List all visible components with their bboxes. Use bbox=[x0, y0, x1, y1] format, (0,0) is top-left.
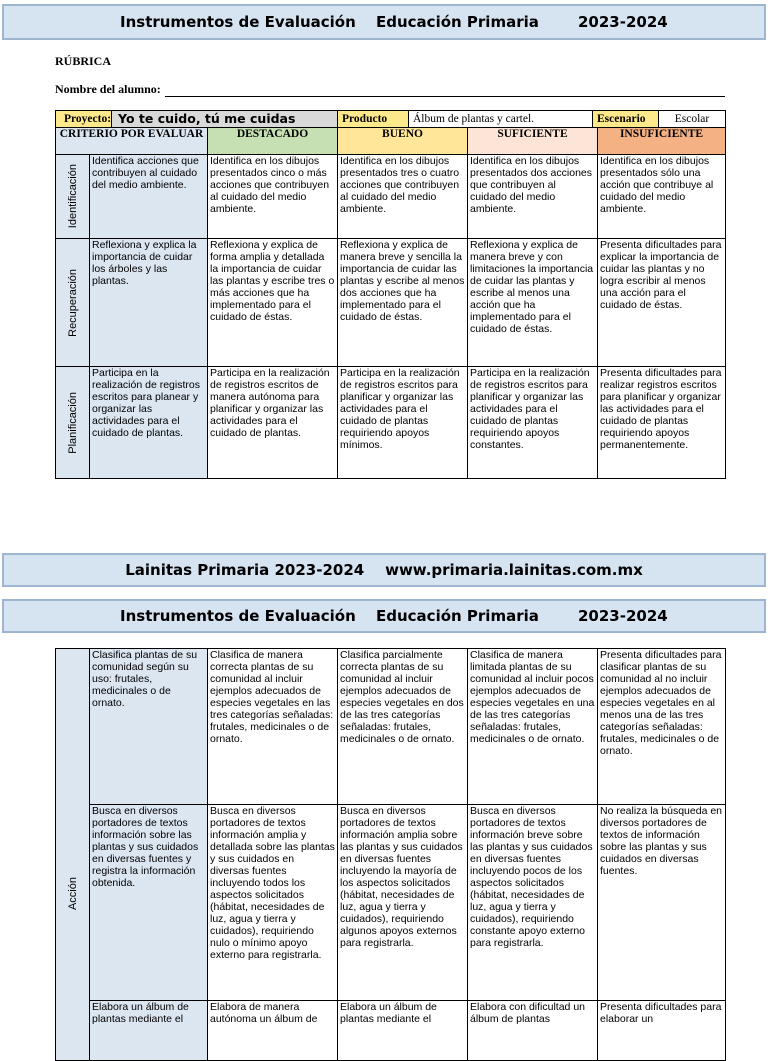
header-banner-page2 bbox=[2, 599, 766, 633]
student-name-blank[interactable] bbox=[165, 85, 725, 97]
destacado-cell: Busca en diversos portadores de textos información amplia y detallada sobre las plantas y sus cuidados en diversas fuentes incluyendo todos los aspectos solicitados (hábitat, necesidades de luz, agua y tierra y cuidados), requiriendo nulo o mínimo apoyo externo para registrarla. bbox=[208, 805, 338, 1001]
banner-year: 2023-2024 bbox=[578, 13, 668, 31]
suficiente-cell: Elabora con dificultad un álbum de plantas bbox=[468, 1001, 598, 1061]
phase-label: Planificación bbox=[56, 367, 90, 479]
bueno-cell: Elabora un álbum de plantas mediante el bbox=[338, 1001, 468, 1061]
table-row bbox=[56, 155, 726, 239]
insuficiente-cell: Presenta dificultades para explicar la importancia de cuidar las plantas y no logra escribir al menos una acción para el cuidado de éstas. bbox=[598, 239, 726, 367]
banner-title: Instrumentos de Evaluación bbox=[120, 13, 356, 31]
destacado-cell: Identifica en los dibujos presentados cinco o más acciones que contribuyen al cuidado del medio ambiente. bbox=[208, 155, 338, 239]
phase-label: Identificación bbox=[56, 155, 90, 239]
bueno-cell: Clasifica parcialmente correcta plantas de su comunidad al incluir ejemplos adecuados de especies vegetales en dos de las tres categorías señaladas: frutales, medicinales o de ornato. bbox=[338, 649, 468, 805]
scenario-label: Escenario bbox=[592, 111, 658, 127]
destacado-cell: Participa en la realización de registros escritos de manera autónoma para planificar y organizar las actividades para el cuidado de plantas. bbox=[208, 367, 338, 479]
bueno-cell: Participa en la realización de registros escritos para planificar y organizar las actividades para el cuidado de plantas requiriendo apoyos mínimos. bbox=[338, 367, 468, 479]
project-label: Proyecto: bbox=[64, 113, 112, 125]
insuficiente-cell: Presenta dificultades para clasificar plantas de su comunidad al no incluir ejemplos adecuados de especies vegetales en al menos una de las tres categorías señaladas: frutales, medicinales o de ornato. bbox=[598, 649, 726, 805]
product-value: Álbum de plantas y cartel. bbox=[408, 111, 592, 127]
insuficiente-cell: Presenta dificultades para elaborar un bbox=[598, 1001, 726, 1061]
banner-subject: Educación Primaria bbox=[376, 607, 539, 625]
insuficiente-cell: Identifica en los dibujos presentados sólo una acción que contribuye al cuidado del medio ambiente. bbox=[598, 155, 726, 239]
banner-title: Instrumentos de Evaluación bbox=[120, 607, 356, 625]
student-name-line bbox=[55, 82, 725, 97]
suficiente-cell: Identifica en los dibujos presentados dos acciones que contribuyen al cuidado del medio ambiente. bbox=[468, 155, 598, 239]
destacado-cell: Reflexiona y explica de forma amplia y detallada la importancia de cuidar las plantas y escribe tres o más acciones que ha implementado para el cuidado de éstas. bbox=[208, 239, 338, 367]
table-row bbox=[56, 1001, 726, 1061]
level-suficiente: SUFICIENTE bbox=[468, 128, 598, 155]
product-label: Producto bbox=[338, 111, 408, 127]
destacado-cell: Elabora de manera autónoma un álbum de bbox=[208, 1001, 338, 1061]
scenario-value: Escolar bbox=[658, 111, 725, 127]
rubric-table bbox=[55, 110, 726, 479]
banner-year: 2023-2024 bbox=[578, 607, 668, 625]
destacado-cell: Clasifica de manera correcta plantas de su comunidad al incluir ejemplos adecuados de especies vegetales en las tres categorías señaladas: frutales, medicinales o de ornato. bbox=[208, 649, 338, 805]
level-destacado: DESTACADO bbox=[208, 128, 338, 155]
rubric-table-page2 bbox=[55, 648, 726, 1061]
banner-subject: Educación Primaria bbox=[376, 13, 539, 31]
footer-banner bbox=[2, 553, 766, 587]
project-cell bbox=[56, 111, 296, 128]
criterion-cell: Participa en la realización de registros escritos para planear y organizar las actividades para el cuidado de plantas. bbox=[90, 367, 208, 479]
table-row bbox=[56, 805, 726, 1001]
table-row bbox=[56, 239, 726, 367]
insuficiente-cell: Presenta dificultades para realizar registros escritos para planificar y organizar las actividades para el cuidado de plantas requiriendo apoyos permanentemente. bbox=[598, 367, 726, 479]
criterion-cell: Elabora un álbum de plantas mediante el bbox=[90, 1001, 208, 1061]
suficiente-cell: Clasifica de manera limitada plantas de su comunidad al incluir pocos ejemplos adecuados de especies vegetales en una de las tres categorías señaladas: frutales, medicinales o de ornato. bbox=[468, 649, 598, 805]
criterion-header: CRITERIO POR EVALUAR bbox=[56, 128, 208, 155]
suficiente-cell: Participa en la realización de registros escritos para planificar y organizar las actividades para el cuidado de plantas requiriendo apoyos constantes. bbox=[468, 367, 598, 479]
bueno-cell: Identifica en los dibujos presentados tres o cuatro acciones que contribuyen al cuidado del medio ambiente. bbox=[338, 155, 468, 239]
rubric-label: RÚBRICA bbox=[55, 54, 112, 68]
product-scenario-cell bbox=[338, 111, 726, 128]
student-name-label: Nombre del alumno: bbox=[55, 82, 161, 96]
level-header-row bbox=[56, 128, 726, 155]
header-banner bbox=[2, 4, 766, 40]
criterion-cell: Reflexiona y explica la importancia de cuidar los árboles y las plantas. bbox=[90, 239, 208, 367]
criterion-cell: Identifica acciones que contribuyen al cuidado del medio ambiente. bbox=[90, 155, 208, 239]
bueno-cell: Reflexiona y explica de manera breve y sencilla la importancia de cuidar las plantas y escribe al menos dos acciones que ha implementado para el cuidado de éstas. bbox=[338, 239, 468, 367]
suficiente-cell: Busca en diversos portadores de textos información breve sobre las plantas y sus cuidados en diversas fuentes incluyendo pocos de los aspectos solicitados (hábitat, necesidades de luz, agua y tierra y cuidados), requiriendo constante apoyo externo para registrarla. bbox=[468, 805, 598, 1001]
footer-banner-text: Lainitas Primaria 2023-2024 www.primaria.lainitas.com.mx bbox=[125, 561, 643, 579]
bueno-cell: Busca en diversos portadores de textos información amplia sobre las plantas y sus cuidados en diversas fuentes incluyendo la mayoría de los aspectos solicitados (hábitat, necesidades de luz, agua y tierra y cuidados), requiriendo algunos apoyos externos para registrarla. bbox=[338, 805, 468, 1001]
phase-label: Recuperación bbox=[56, 239, 90, 367]
project-value: Yo te cuido, tú me cuidas bbox=[111, 111, 295, 127]
suficiente-cell: Reflexiona y explica de manera breve y con limitaciones la importancia de cuidar las plantas y escribe al menos una acción que ha implementado para el cuidado de éstas. bbox=[468, 239, 598, 367]
criterion-cell: Clasifica plantas de su comunidad según su uso: frutales, medicinales o de ornato. bbox=[90, 649, 208, 805]
phase-label: Acción bbox=[56, 649, 90, 1061]
project-row bbox=[56, 111, 726, 128]
table-row bbox=[56, 649, 726, 805]
level-insuficiente: INSUFICIENTE bbox=[598, 128, 726, 155]
level-bueno: BUENO bbox=[338, 128, 468, 155]
criterion-cell: Busca en diversos portadores de textos información sobre las plantas y sus cuidados en diversas fuentes y registra la información obtenida. bbox=[90, 805, 208, 1001]
table-row bbox=[56, 367, 726, 479]
insuficiente-cell: No realiza la búsqueda en diversos portadores de textos de información sobre las plantas y sus cuidados en diversas fuentes. bbox=[598, 805, 726, 1001]
